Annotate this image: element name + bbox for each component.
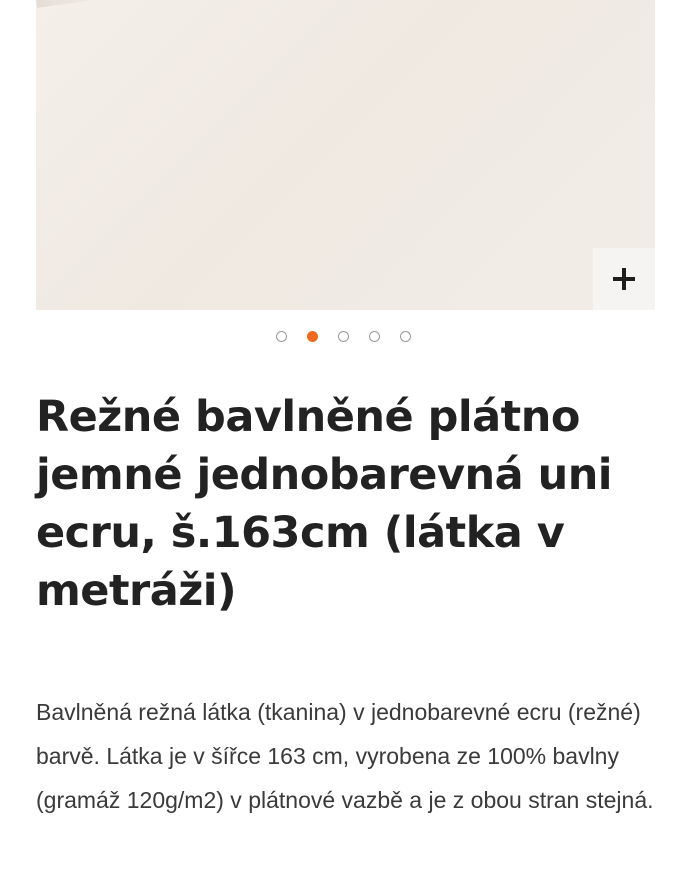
plus-icon xyxy=(613,268,635,290)
gallery-dot-5[interactable] xyxy=(400,331,411,342)
gallery-dot-2[interactable] xyxy=(307,331,318,342)
gallery-dot-4[interactable] xyxy=(369,331,380,342)
product-description: Bavlněná režná látka (tkanina) v jednobarevné ecru (režné) barvě. Látka je v šířce 163 cm, vyrobena ze 100% bavlny (gramáž 120g/m2) v plátnové vazbě a je z obou stran stejná. xyxy=(36,699,654,813)
gallery-pagination xyxy=(276,331,411,342)
zoom-button[interactable] xyxy=(593,248,655,310)
gallery-dot-1[interactable] xyxy=(276,331,287,342)
fabric-fold xyxy=(36,0,116,8)
product-title: Režné bavlněné plátno jemné jednobarevná uni ecru, š.163cm (látka v metráži) xyxy=(36,392,613,616)
product-image[interactable] xyxy=(36,0,655,310)
gallery-dot-3[interactable] xyxy=(338,331,349,342)
